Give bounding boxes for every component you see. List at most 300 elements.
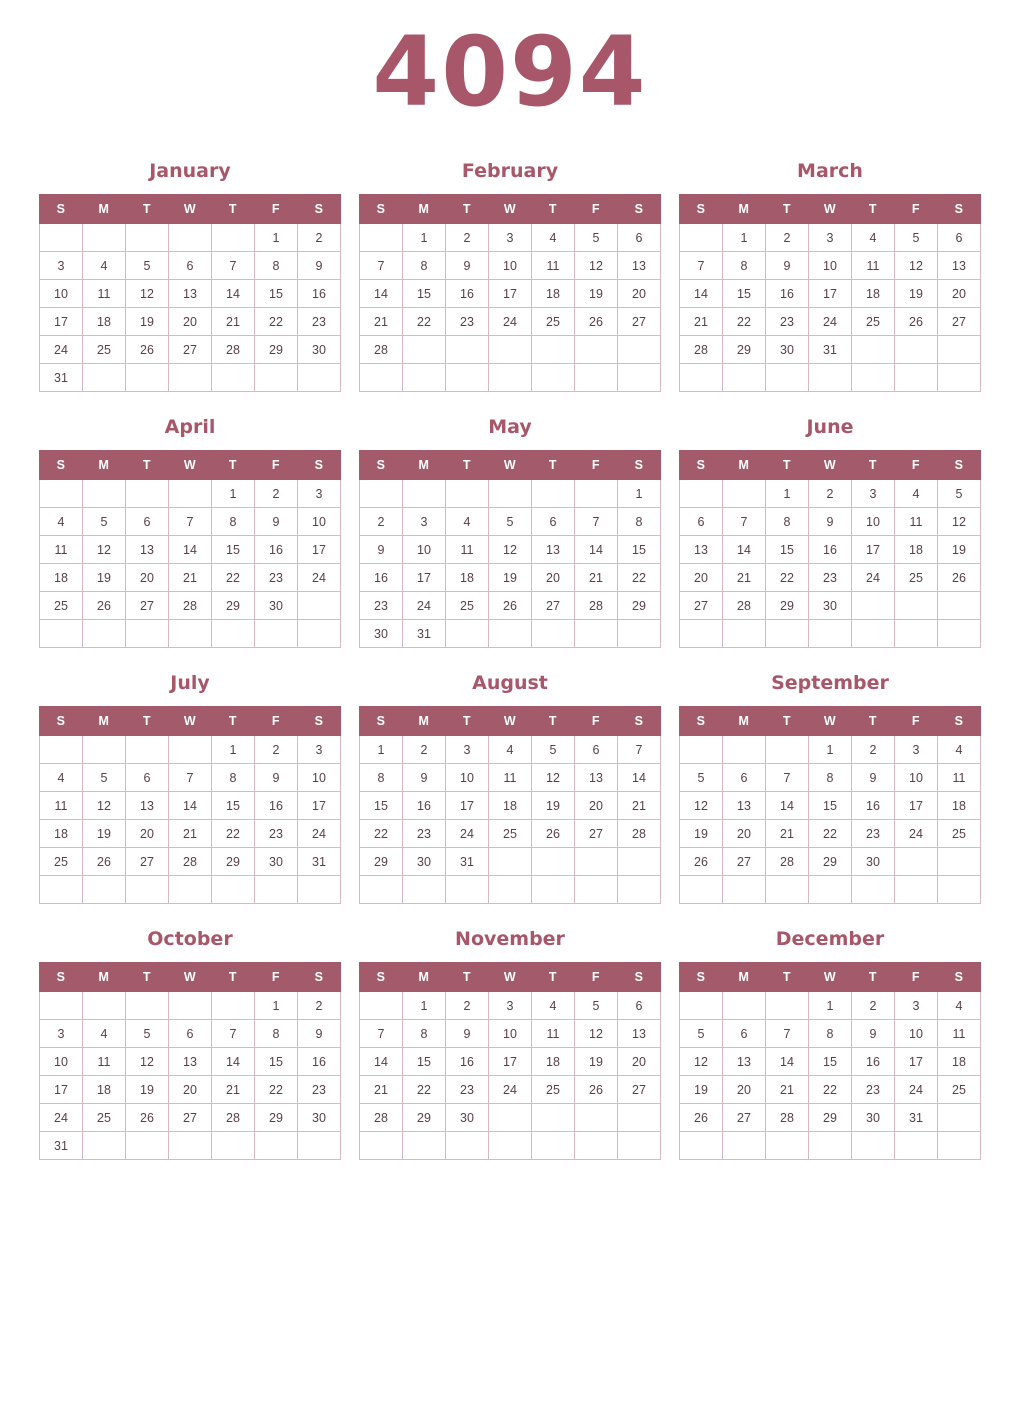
day-cell[interactable]: 18 <box>83 308 126 336</box>
day-cell[interactable]: 8 <box>403 1020 446 1048</box>
day-cell[interactable]: 12 <box>489 536 532 564</box>
day-cell[interactable]: 8 <box>809 764 852 792</box>
day-cell[interactable]: 29 <box>766 592 809 620</box>
day-cell[interactable]: 20 <box>126 564 169 592</box>
day-cell[interactable]: 3 <box>40 252 83 280</box>
day-cell[interactable]: 28 <box>212 1104 255 1132</box>
day-cell[interactable]: 1 <box>255 224 298 252</box>
day-cell[interactable]: 27 <box>938 308 981 336</box>
day-cell[interactable]: 21 <box>618 792 661 820</box>
day-cell[interactable]: 21 <box>169 820 212 848</box>
day-cell[interactable]: 20 <box>938 280 981 308</box>
day-cell[interactable]: 7 <box>360 1020 403 1048</box>
day-cell[interactable]: 11 <box>40 536 83 564</box>
day-cell[interactable]: 5 <box>532 736 575 764</box>
day-cell[interactable]: 1 <box>723 224 766 252</box>
day-cell[interactable]: 20 <box>575 792 618 820</box>
day-cell[interactable]: 31 <box>809 336 852 364</box>
day-cell[interactable]: 21 <box>360 1076 403 1104</box>
day-cell[interactable]: 9 <box>852 764 895 792</box>
day-cell[interactable]: 23 <box>298 1076 341 1104</box>
day-cell[interactable]: 3 <box>852 480 895 508</box>
day-cell[interactable]: 12 <box>83 792 126 820</box>
day-cell[interactable]: 8 <box>212 764 255 792</box>
day-cell[interactable]: 18 <box>895 536 938 564</box>
day-cell[interactable]: 11 <box>40 792 83 820</box>
day-cell[interactable]: 14 <box>360 280 403 308</box>
day-cell[interactable]: 18 <box>938 1048 981 1076</box>
day-cell[interactable]: 27 <box>575 820 618 848</box>
day-cell[interactable]: 4 <box>938 992 981 1020</box>
day-cell[interactable]: 12 <box>532 764 575 792</box>
day-cell[interactable]: 12 <box>938 508 981 536</box>
day-cell[interactable]: 20 <box>723 1076 766 1104</box>
day-cell[interactable]: 13 <box>723 1048 766 1076</box>
day-cell[interactable]: 2 <box>446 992 489 1020</box>
day-cell[interactable]: 5 <box>575 992 618 1020</box>
day-cell[interactable]: 25 <box>938 820 981 848</box>
day-cell[interactable]: 13 <box>169 1048 212 1076</box>
day-cell[interactable]: 29 <box>212 848 255 876</box>
day-cell[interactable]: 8 <box>723 252 766 280</box>
day-cell[interactable]: 15 <box>723 280 766 308</box>
day-cell[interactable]: 15 <box>255 1048 298 1076</box>
day-cell[interactable]: 24 <box>895 1076 938 1104</box>
day-cell[interactable]: 6 <box>575 736 618 764</box>
day-cell[interactable]: 25 <box>532 1076 575 1104</box>
day-cell[interactable]: 26 <box>126 336 169 364</box>
day-cell[interactable]: 23 <box>255 564 298 592</box>
day-cell[interactable]: 13 <box>575 764 618 792</box>
day-cell[interactable]: 30 <box>403 848 446 876</box>
day-cell[interactable]: 12 <box>83 536 126 564</box>
day-cell[interactable]: 8 <box>403 252 446 280</box>
day-cell[interactable]: 30 <box>255 592 298 620</box>
day-cell[interactable]: 21 <box>212 308 255 336</box>
day-cell[interactable]: 30 <box>809 592 852 620</box>
day-cell[interactable]: 30 <box>298 336 341 364</box>
day-cell[interactable]: 4 <box>446 508 489 536</box>
day-cell[interactable]: 13 <box>938 252 981 280</box>
day-cell[interactable]: 18 <box>40 820 83 848</box>
day-cell[interactable]: 20 <box>618 280 661 308</box>
day-cell[interactable]: 18 <box>532 1048 575 1076</box>
day-cell[interactable]: 29 <box>809 1104 852 1132</box>
day-cell[interactable]: 2 <box>809 480 852 508</box>
day-cell[interactable]: 24 <box>852 564 895 592</box>
day-cell[interactable]: 6 <box>126 508 169 536</box>
day-cell[interactable]: 23 <box>360 592 403 620</box>
day-cell[interactable]: 30 <box>298 1104 341 1132</box>
day-cell[interactable]: 17 <box>895 792 938 820</box>
day-cell[interactable]: 10 <box>489 1020 532 1048</box>
day-cell[interactable]: 3 <box>446 736 489 764</box>
day-cell[interactable]: 13 <box>618 1020 661 1048</box>
day-cell[interactable]: 11 <box>852 252 895 280</box>
day-cell[interactable]: 16 <box>809 536 852 564</box>
day-cell[interactable]: 27 <box>723 848 766 876</box>
day-cell[interactable]: 31 <box>40 1132 83 1160</box>
day-cell[interactable]: 13 <box>680 536 723 564</box>
day-cell[interactable]: 1 <box>618 480 661 508</box>
day-cell[interactable]: 15 <box>360 792 403 820</box>
day-cell[interactable]: 21 <box>575 564 618 592</box>
day-cell[interactable]: 27 <box>723 1104 766 1132</box>
day-cell[interactable]: 27 <box>618 308 661 336</box>
day-cell[interactable]: 21 <box>723 564 766 592</box>
day-cell[interactable]: 25 <box>83 1104 126 1132</box>
day-cell[interactable]: 21 <box>360 308 403 336</box>
day-cell[interactable]: 1 <box>255 992 298 1020</box>
day-cell[interactable]: 2 <box>446 224 489 252</box>
day-cell[interactable]: 9 <box>360 536 403 564</box>
day-cell[interactable]: 2 <box>360 508 403 536</box>
day-cell[interactable]: 27 <box>169 336 212 364</box>
day-cell[interactable]: 11 <box>83 280 126 308</box>
day-cell[interactable]: 5 <box>126 1020 169 1048</box>
day-cell[interactable]: 18 <box>489 792 532 820</box>
day-cell[interactable]: 9 <box>446 1020 489 1048</box>
day-cell[interactable]: 6 <box>618 992 661 1020</box>
day-cell[interactable]: 28 <box>766 1104 809 1132</box>
day-cell[interactable]: 18 <box>40 564 83 592</box>
day-cell[interactable]: 5 <box>83 508 126 536</box>
day-cell[interactable]: 4 <box>40 508 83 536</box>
day-cell[interactable]: 30 <box>852 848 895 876</box>
day-cell[interactable]: 30 <box>360 620 403 648</box>
day-cell[interactable]: 17 <box>852 536 895 564</box>
day-cell[interactable]: 28 <box>766 848 809 876</box>
day-cell[interactable]: 22 <box>255 1076 298 1104</box>
day-cell[interactable]: 29 <box>403 1104 446 1132</box>
day-cell[interactable]: 3 <box>489 992 532 1020</box>
day-cell[interactable]: 3 <box>40 1020 83 1048</box>
day-cell[interactable]: 4 <box>489 736 532 764</box>
day-cell[interactable]: 31 <box>40 364 83 392</box>
day-cell[interactable]: 7 <box>212 252 255 280</box>
day-cell[interactable]: 19 <box>680 1076 723 1104</box>
day-cell[interactable]: 20 <box>618 1048 661 1076</box>
day-cell[interactable]: 22 <box>212 564 255 592</box>
day-cell[interactable]: 21 <box>212 1076 255 1104</box>
day-cell[interactable]: 5 <box>83 764 126 792</box>
day-cell[interactable]: 25 <box>446 592 489 620</box>
day-cell[interactable]: 16 <box>852 792 895 820</box>
day-cell[interactable]: 5 <box>680 764 723 792</box>
day-cell[interactable]: 6 <box>723 764 766 792</box>
day-cell[interactable]: 4 <box>532 224 575 252</box>
day-cell[interactable]: 16 <box>360 564 403 592</box>
day-cell[interactable]: 25 <box>852 308 895 336</box>
day-cell[interactable]: 18 <box>83 1076 126 1104</box>
day-cell[interactable]: 8 <box>809 1020 852 1048</box>
day-cell[interactable]: 6 <box>723 1020 766 1048</box>
day-cell[interactable]: 5 <box>126 252 169 280</box>
day-cell[interactable]: 17 <box>489 1048 532 1076</box>
day-cell[interactable]: 16 <box>766 280 809 308</box>
day-cell[interactable]: 2 <box>255 480 298 508</box>
day-cell[interactable]: 26 <box>895 308 938 336</box>
day-cell[interactable]: 11 <box>489 764 532 792</box>
day-cell[interactable]: 28 <box>360 1104 403 1132</box>
day-cell[interactable]: 8 <box>618 508 661 536</box>
day-cell[interactable]: 20 <box>169 308 212 336</box>
day-cell[interactable]: 27 <box>126 592 169 620</box>
day-cell[interactable]: 17 <box>298 536 341 564</box>
day-cell[interactable]: 2 <box>766 224 809 252</box>
day-cell[interactable]: 4 <box>532 992 575 1020</box>
day-cell[interactable]: 14 <box>212 280 255 308</box>
day-cell[interactable]: 3 <box>895 992 938 1020</box>
day-cell[interactable]: 5 <box>938 480 981 508</box>
day-cell[interactable]: 7 <box>618 736 661 764</box>
day-cell[interactable]: 25 <box>40 848 83 876</box>
day-cell[interactable]: 9 <box>766 252 809 280</box>
day-cell[interactable]: 20 <box>680 564 723 592</box>
day-cell[interactable]: 13 <box>618 252 661 280</box>
day-cell[interactable]: 21 <box>680 308 723 336</box>
day-cell[interactable]: 22 <box>212 820 255 848</box>
day-cell[interactable]: 8 <box>255 1020 298 1048</box>
day-cell[interactable]: 11 <box>532 252 575 280</box>
day-cell[interactable]: 28 <box>618 820 661 848</box>
day-cell[interactable]: 10 <box>403 536 446 564</box>
day-cell[interactable]: 24 <box>809 308 852 336</box>
day-cell[interactable]: 1 <box>212 736 255 764</box>
day-cell[interactable]: 17 <box>809 280 852 308</box>
day-cell[interactable]: 24 <box>40 1104 83 1132</box>
day-cell[interactable]: 30 <box>446 1104 489 1132</box>
day-cell[interactable]: 23 <box>852 820 895 848</box>
day-cell[interactable]: 18 <box>938 792 981 820</box>
day-cell[interactable]: 5 <box>489 508 532 536</box>
day-cell[interactable]: 22 <box>255 308 298 336</box>
day-cell[interactable]: 28 <box>169 848 212 876</box>
day-cell[interactable]: 1 <box>809 992 852 1020</box>
day-cell[interactable]: 9 <box>446 252 489 280</box>
day-cell[interactable]: 1 <box>360 736 403 764</box>
day-cell[interactable]: 7 <box>766 1020 809 1048</box>
day-cell[interactable]: 24 <box>489 308 532 336</box>
day-cell[interactable]: 14 <box>766 1048 809 1076</box>
day-cell[interactable]: 10 <box>40 1048 83 1076</box>
day-cell[interactable]: 28 <box>169 592 212 620</box>
day-cell[interactable]: 2 <box>298 992 341 1020</box>
day-cell[interactable]: 25 <box>895 564 938 592</box>
day-cell[interactable]: 15 <box>212 536 255 564</box>
day-cell[interactable]: 29 <box>618 592 661 620</box>
day-cell[interactable]: 28 <box>360 336 403 364</box>
day-cell[interactable]: 14 <box>169 536 212 564</box>
day-cell[interactable]: 23 <box>766 308 809 336</box>
day-cell[interactable]: 7 <box>766 764 809 792</box>
day-cell[interactable]: 22 <box>403 308 446 336</box>
day-cell[interactable]: 5 <box>680 1020 723 1048</box>
day-cell[interactable]: 22 <box>618 564 661 592</box>
day-cell[interactable]: 10 <box>895 764 938 792</box>
day-cell[interactable]: 10 <box>852 508 895 536</box>
day-cell[interactable]: 2 <box>852 992 895 1020</box>
day-cell[interactable]: 2 <box>255 736 298 764</box>
day-cell[interactable]: 26 <box>938 564 981 592</box>
day-cell[interactable]: 10 <box>298 764 341 792</box>
day-cell[interactable]: 25 <box>489 820 532 848</box>
day-cell[interactable]: 10 <box>446 764 489 792</box>
day-cell[interactable]: 26 <box>575 308 618 336</box>
day-cell[interactable]: 26 <box>489 592 532 620</box>
day-cell[interactable]: 11 <box>938 1020 981 1048</box>
day-cell[interactable]: 8 <box>360 764 403 792</box>
day-cell[interactable]: 26 <box>575 1076 618 1104</box>
day-cell[interactable]: 6 <box>532 508 575 536</box>
day-cell[interactable]: 19 <box>126 308 169 336</box>
day-cell[interactable]: 24 <box>298 820 341 848</box>
day-cell[interactable]: 17 <box>298 792 341 820</box>
day-cell[interactable]: 18 <box>446 564 489 592</box>
day-cell[interactable]: 15 <box>255 280 298 308</box>
day-cell[interactable]: 17 <box>403 564 446 592</box>
day-cell[interactable]: 11 <box>532 1020 575 1048</box>
day-cell[interactable]: 2 <box>298 224 341 252</box>
day-cell[interactable]: 19 <box>938 536 981 564</box>
day-cell[interactable]: 15 <box>618 536 661 564</box>
day-cell[interactable]: 27 <box>126 848 169 876</box>
day-cell[interactable]: 18 <box>852 280 895 308</box>
day-cell[interactable]: 22 <box>766 564 809 592</box>
day-cell[interactable]: 25 <box>532 308 575 336</box>
day-cell[interactable]: 23 <box>446 1076 489 1104</box>
day-cell[interactable]: 7 <box>575 508 618 536</box>
day-cell[interactable]: 3 <box>403 508 446 536</box>
day-cell[interactable]: 6 <box>169 1020 212 1048</box>
day-cell[interactable]: 4 <box>40 764 83 792</box>
day-cell[interactable]: 11 <box>83 1048 126 1076</box>
day-cell[interactable]: 13 <box>532 536 575 564</box>
day-cell[interactable]: 2 <box>852 736 895 764</box>
day-cell[interactable]: 26 <box>126 1104 169 1132</box>
day-cell[interactable]: 9 <box>298 252 341 280</box>
day-cell[interactable]: 4 <box>895 480 938 508</box>
day-cell[interactable]: 24 <box>403 592 446 620</box>
day-cell[interactable]: 31 <box>446 848 489 876</box>
day-cell[interactable]: 31 <box>298 848 341 876</box>
day-cell[interactable]: 16 <box>446 280 489 308</box>
day-cell[interactable]: 9 <box>298 1020 341 1048</box>
day-cell[interactable]: 26 <box>532 820 575 848</box>
day-cell[interactable]: 25 <box>40 592 83 620</box>
day-cell[interactable]: 3 <box>489 224 532 252</box>
day-cell[interactable]: 3 <box>895 736 938 764</box>
day-cell[interactable]: 5 <box>575 224 618 252</box>
day-cell[interactable]: 22 <box>809 820 852 848</box>
day-cell[interactable]: 12 <box>895 252 938 280</box>
day-cell[interactable]: 16 <box>852 1048 895 1076</box>
day-cell[interactable]: 23 <box>298 308 341 336</box>
day-cell[interactable]: 7 <box>169 764 212 792</box>
day-cell[interactable]: 29 <box>212 592 255 620</box>
day-cell[interactable]: 16 <box>255 792 298 820</box>
day-cell[interactable]: 23 <box>809 564 852 592</box>
day-cell[interactable]: 11 <box>895 508 938 536</box>
day-cell[interactable]: 3 <box>298 736 341 764</box>
day-cell[interactable]: 19 <box>83 820 126 848</box>
day-cell[interactable]: 7 <box>723 508 766 536</box>
day-cell[interactable]: 12 <box>126 280 169 308</box>
day-cell[interactable]: 4 <box>852 224 895 252</box>
day-cell[interactable]: 12 <box>126 1048 169 1076</box>
day-cell[interactable]: 20 <box>723 820 766 848</box>
day-cell[interactable]: 23 <box>403 820 446 848</box>
day-cell[interactable]: 10 <box>298 508 341 536</box>
day-cell[interactable]: 16 <box>298 1048 341 1076</box>
day-cell[interactable]: 27 <box>532 592 575 620</box>
day-cell[interactable]: 13 <box>126 792 169 820</box>
day-cell[interactable]: 14 <box>766 792 809 820</box>
day-cell[interactable]: 10 <box>489 252 532 280</box>
day-cell[interactable]: 12 <box>680 1048 723 1076</box>
day-cell[interactable]: 1 <box>212 480 255 508</box>
day-cell[interactable]: 1 <box>809 736 852 764</box>
day-cell[interactable]: 20 <box>126 820 169 848</box>
day-cell[interactable]: 18 <box>532 280 575 308</box>
day-cell[interactable]: 21 <box>766 820 809 848</box>
day-cell[interactable]: 14 <box>680 280 723 308</box>
day-cell[interactable]: 13 <box>723 792 766 820</box>
day-cell[interactable]: 13 <box>169 280 212 308</box>
day-cell[interactable]: 17 <box>40 308 83 336</box>
day-cell[interactable]: 9 <box>255 508 298 536</box>
day-cell[interactable]: 19 <box>895 280 938 308</box>
day-cell[interactable]: 7 <box>680 252 723 280</box>
day-cell[interactable]: 14 <box>618 764 661 792</box>
day-cell[interactable]: 25 <box>83 336 126 364</box>
day-cell[interactable]: 9 <box>809 508 852 536</box>
day-cell[interactable]: 4 <box>938 736 981 764</box>
day-cell[interactable]: 29 <box>809 848 852 876</box>
day-cell[interactable]: 23 <box>446 308 489 336</box>
day-cell[interactable]: 10 <box>40 280 83 308</box>
day-cell[interactable]: 1 <box>766 480 809 508</box>
day-cell[interactable]: 14 <box>212 1048 255 1076</box>
day-cell[interactable]: 11 <box>446 536 489 564</box>
day-cell[interactable]: 10 <box>895 1020 938 1048</box>
day-cell[interactable]: 26 <box>83 592 126 620</box>
day-cell[interactable]: 2 <box>403 736 446 764</box>
day-cell[interactable]: 24 <box>489 1076 532 1104</box>
day-cell[interactable]: 3 <box>298 480 341 508</box>
day-cell[interactable]: 28 <box>575 592 618 620</box>
day-cell[interactable]: 3 <box>809 224 852 252</box>
day-cell[interactable]: 9 <box>852 1020 895 1048</box>
day-cell[interactable]: 31 <box>403 620 446 648</box>
day-cell[interactable]: 29 <box>255 1104 298 1132</box>
day-cell[interactable]: 13 <box>126 536 169 564</box>
day-cell[interactable]: 5 <box>895 224 938 252</box>
day-cell[interactable]: 9 <box>403 764 446 792</box>
day-cell[interactable]: 6 <box>618 224 661 252</box>
day-cell[interactable]: 12 <box>575 252 618 280</box>
day-cell[interactable]: 30 <box>255 848 298 876</box>
day-cell[interactable]: 8 <box>766 508 809 536</box>
day-cell[interactable]: 19 <box>126 1076 169 1104</box>
day-cell[interactable]: 20 <box>532 564 575 592</box>
day-cell[interactable]: 14 <box>575 536 618 564</box>
day-cell[interactable]: 14 <box>169 792 212 820</box>
day-cell[interactable]: 11 <box>938 764 981 792</box>
day-cell[interactable]: 6 <box>126 764 169 792</box>
day-cell[interactable]: 26 <box>680 1104 723 1132</box>
day-cell[interactable]: 22 <box>809 1076 852 1104</box>
